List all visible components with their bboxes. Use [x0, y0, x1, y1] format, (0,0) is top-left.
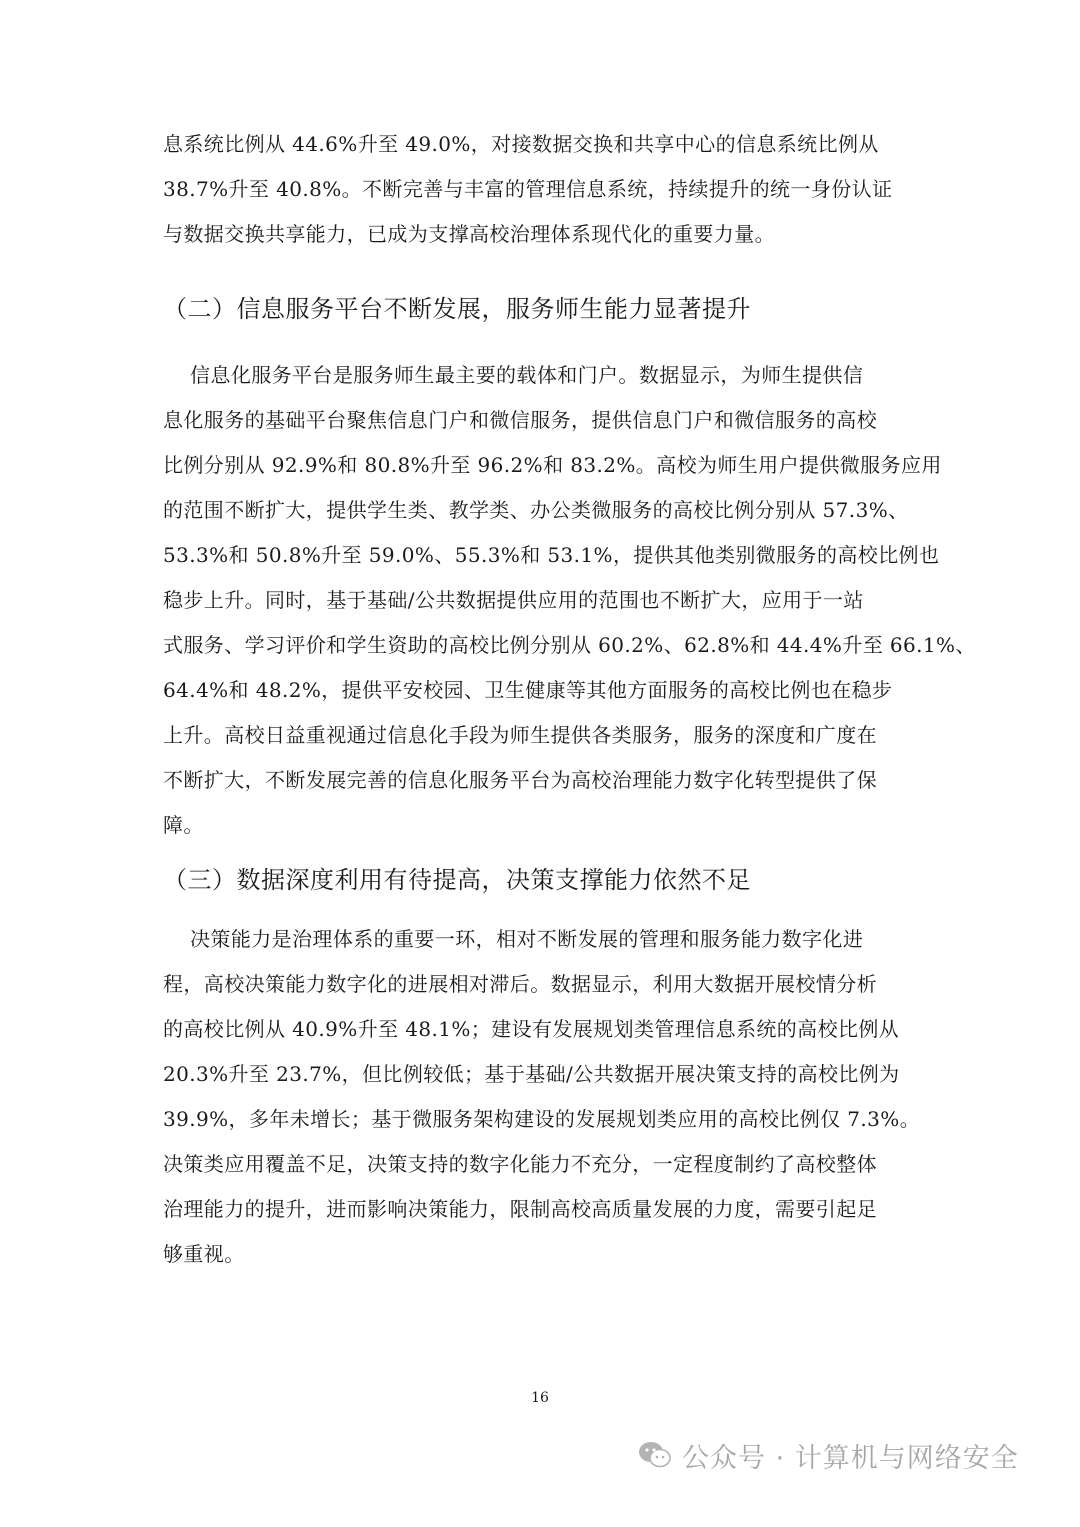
paragraph-line: 38.7%升至 40.8%。不断完善与丰富的管理信息系统，持续提升的统一身份认证 [163, 177, 893, 201]
paragraph-line: 与数据交换共享能力，已成为支撑高校治理体系现代化的重要力量。 [163, 222, 775, 246]
paragraph-line: 信息化服务平台是服务师生最主要的载体和门户。数据显示，为师生提供信 [163, 363, 864, 387]
paragraph-line: 的范围不断扩大，提供学生类、教学类、办公类微服务的高校比例分别从 57.3%、 [163, 498, 909, 522]
paragraph-line: 20.3%升至 23.7%，但比例较低；基于基础/公共数据开展决策支持的高校比例为 [163, 1062, 900, 1086]
paragraph-line: 不断扩大，不断发展完善的信息化服务平台为高校治理能力数字化转型提供了保 [163, 768, 877, 792]
watermark-text: 公众号 · 计算机与网络安全 [682, 1442, 1019, 1474]
paragraph-line: 稳步上升。同时，基于基础/公共数据提供应用的范围也不断扩大，应用于一站 [163, 588, 864, 612]
paragraph-line: 上升。高校日益重视通过信息化手段为师生提供各类服务，服务的深度和广度在 [163, 723, 877, 747]
paragraph-line: 式服务、学习评价和学生资助的高校比例分别从 60.2%、62.8%和 44.4%升至 66.1%、 [163, 633, 976, 657]
paragraph-continuation [163, 122, 923, 257]
wechat-icon [638, 1440, 672, 1470]
paragraph-line: 障。 [163, 813, 204, 837]
paragraph-decision-support [163, 917, 923, 1277]
paragraph-line: 39.9%，多年未增长；基于微服务架构建设的发展规划类应用的高校比例仅 7.3%。 [163, 1107, 921, 1131]
paragraph-line: 决策能力是治理体系的重要一环，相对不断发展的管理和服务能力数字化进 [163, 927, 864, 951]
paragraph-line: 息化服务的基础平台聚焦信息门户和微信服务，提供信息门户和微信服务的高校 [163, 408, 877, 432]
paragraph-line: 程，高校决策能力数字化的进展相对滞后。数据显示，利用大数据开展校情分析 [163, 972, 877, 996]
watermark [638, 1430, 1058, 1480]
paragraph-line: 息系统比例从 44.6%升至 49.0%，对接数据交换和共享中心的信息系统比例从 [163, 132, 879, 156]
paragraph-line: 比例分别从 92.9%和 80.8%升至 96.2%和 83.2%。高校为师生用户提供微服务应用 [163, 453, 942, 477]
page-number: 16 [531, 1390, 549, 1406]
paragraph-line: 的高校比例从 40.9%升至 48.1%；建设有发展规划类管理信息系统的高校比例从 [163, 1017, 900, 1041]
paragraph-service-platform [163, 353, 976, 848]
paragraph-line: 够重视。 [163, 1242, 245, 1266]
paragraph-line: 治理能力的提升，进而影响决策能力，限制高校高质量发展的力度，需要引起足 [163, 1197, 877, 1221]
paragraph-line: 53.3%和 50.8%升至 59.0%、55.3%和 53.1%，提供其他类别微服务的高校比例也 [163, 543, 940, 567]
section-heading-2: （二）信息服务平台不断发展，服务师生能力显著提升 [163, 295, 751, 323]
paragraph-line: 64.4%和 48.2%，提供平安校园、卫生健康等其他方面服务的高校比例也在稳步 [163, 678, 893, 702]
paragraph-line: 决策类应用覆盖不足，决策支持的数字化能力不充分，一定程度制约了高校整体 [163, 1152, 877, 1176]
section-heading-3: （三）数据深度利用有待提高，决策支撑能力依然不足 [163, 866, 751, 894]
